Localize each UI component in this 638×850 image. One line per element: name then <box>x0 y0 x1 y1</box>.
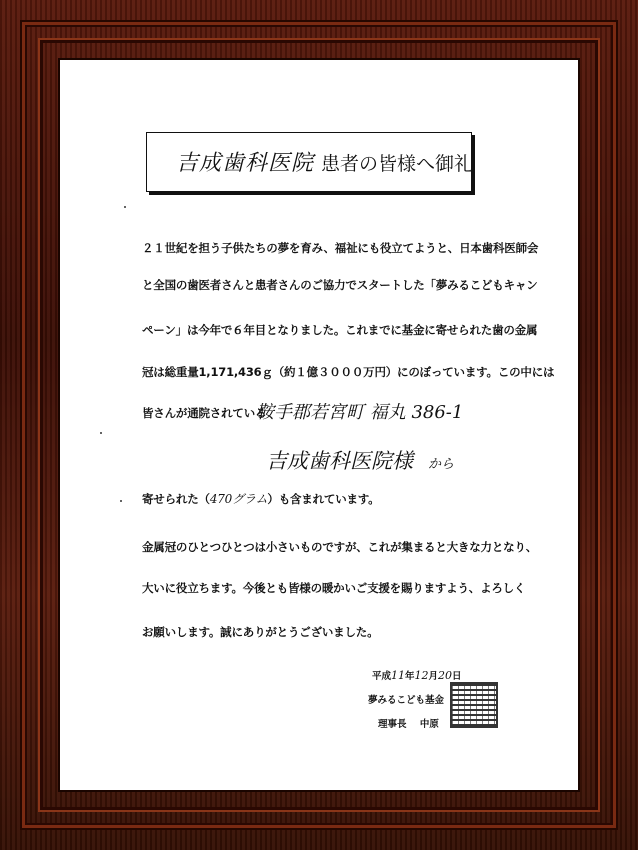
weight-line <box>142 490 380 507</box>
body-line-3: ペーン」は今年で６年目となりました。これまでに基金に寄せられた歯の金属 <box>142 323 538 337</box>
closing-line-3: お願いします。誠にありがとうございました。 <box>142 625 379 639</box>
official-seal-stamp <box>450 682 498 728</box>
body-line-1: ２１世紀を担う子供たちの夢を育み、福祉にも役立てようと、日本歯科医師会 <box>142 241 539 255</box>
certificate-title <box>176 146 473 177</box>
handwritten-address: 鞍手郡若宮町 福丸 386-1 <box>256 402 464 423</box>
weight-line-prefix: 寄せられた（ <box>142 492 210 506</box>
date-year-handwritten: 11 <box>391 669 406 682</box>
closing-line-1: 金属冠のひとつひとつは小さいものですが、これが集まると大きな力となり、 <box>142 540 538 554</box>
signature-date: 平成11年12月20日 <box>372 669 462 682</box>
body-line-5: 皆さんが通院されている <box>142 406 267 420</box>
body-line-4: 冠は総重量1,171,436ｇ（約１億３０００万円）にのぼっています。この中には <box>142 365 555 379</box>
certificate-paper <box>60 60 578 790</box>
body-line-2: と全国の歯医者さんと患者さんのご協力でスタートした「夢みるこどもキャン <box>142 278 538 292</box>
title-clinic-handwritten: 吉成歯科医院 <box>176 151 315 176</box>
signature-chairman: 理事長 中原 <box>378 719 439 730</box>
paper-speck <box>100 432 102 434</box>
signature-foundation: 夢みるこども基金 <box>368 695 445 706</box>
signature-block <box>368 668 462 730</box>
handwritten-weight: 470グラム <box>209 492 268 506</box>
title-suffix: 患者の皆様へ御礼 <box>321 153 474 175</box>
weight-line-suffix: ）も含まれています。 <box>267 492 380 506</box>
date-month-handwritten: 12 <box>414 669 429 682</box>
closing-line-2: 大いに役立ちます。今後とも皆様の暖かいご支援を賜りますよう、よろしく <box>142 581 526 595</box>
handwritten-from: から <box>428 457 455 472</box>
date-day-handwritten: 20 <box>438 669 453 682</box>
paper-speck <box>124 206 126 208</box>
handwritten-clinic-name: 吉成歯科医院様 <box>266 449 413 473</box>
paper-speck <box>120 500 122 502</box>
